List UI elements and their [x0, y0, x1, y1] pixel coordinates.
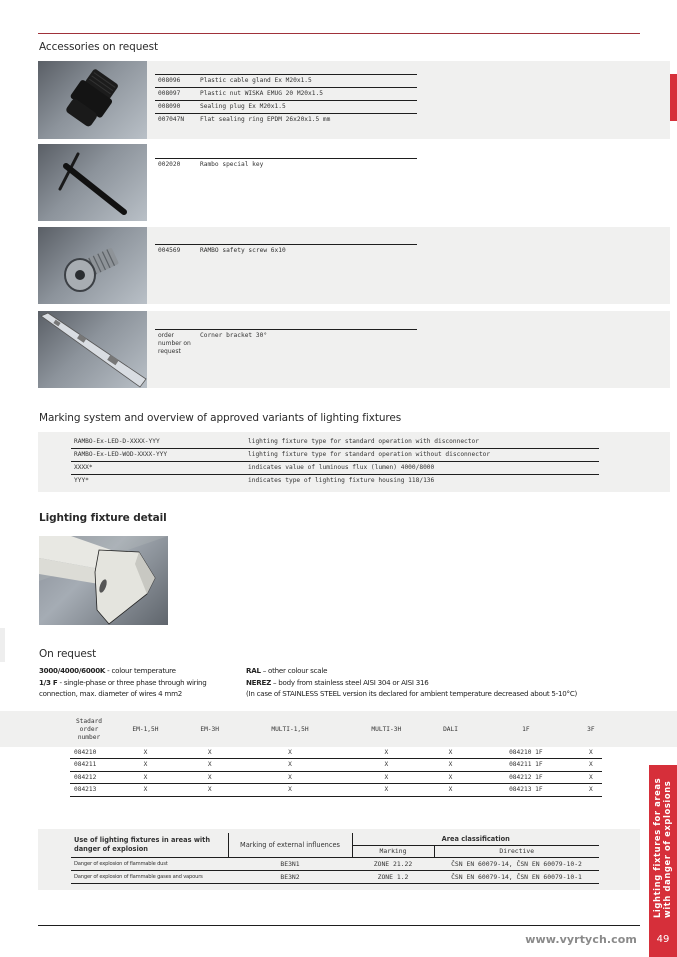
- area-classification-table: [71, 833, 599, 884]
- table-row: [71, 474, 599, 487]
- cell: X: [580, 771, 602, 784]
- accessory-group-special-key: [38, 144, 670, 221]
- on-request-title: On request: [39, 648, 97, 660]
- table-row: [155, 88, 417, 101]
- variant-code: RAMBO-Ex-LED-D-XXXX-YYY: [71, 435, 245, 448]
- cell: 084213: [70, 784, 108, 797]
- option-stainless-note: [246, 688, 646, 700]
- accessory-group-corner-bracket: [38, 311, 670, 388]
- order-code: 008090: [155, 101, 197, 114]
- cell-marking: ZONE 21.22: [352, 857, 434, 870]
- table-row: [71, 448, 599, 461]
- col-header-1f: 1F: [522, 725, 530, 733]
- cell: X: [183, 784, 237, 797]
- col-header-3f: 3F: [587, 725, 595, 733]
- variant-code: YYY*: [74, 477, 89, 485]
- option-text: – body from stainless steel AISI 304 or AISI 316: [271, 677, 429, 687]
- table-row: [71, 435, 599, 448]
- header-line: Stadard: [75, 717, 103, 725]
- area-classification-panel: [38, 829, 640, 890]
- table-row: [70, 784, 602, 797]
- variant-description: indicates value of luminous flux (lumen) 4000/8000: [245, 461, 599, 474]
- item-description: Plastic nut WISKA EMUG 20 M20x1.5: [197, 88, 417, 101]
- item-description: RAMBO safety screw 6x10: [197, 245, 417, 258]
- header-line: order: [79, 725, 99, 733]
- header-line: number: [77, 733, 101, 741]
- item-description: Rambo special key: [197, 159, 417, 172]
- col-header-em-3h: EM-3H: [200, 725, 219, 733]
- cell: 084210: [70, 746, 108, 759]
- cell: 084213 1F: [472, 784, 580, 797]
- item-description: Flat sealing ring EPDM 26x20x1.5 mm: [197, 114, 417, 127]
- safety-screw-photo: [38, 227, 147, 304]
- cell: X: [580, 759, 602, 772]
- chapter-title: [652, 738, 672, 918]
- cell: 084211: [70, 759, 108, 772]
- cell: X: [429, 784, 472, 797]
- cell: X: [108, 759, 183, 772]
- cell: X: [108, 784, 183, 797]
- order-code: 007047N: [155, 114, 197, 127]
- item-description: Plastic cable gland Ex M20x1.5: [197, 75, 417, 88]
- accessory-group-safety-screw: [38, 227, 670, 304]
- option-key: 1/3 F: [39, 677, 58, 687]
- option-text: connection, max. diameter of wires 4 mm2: [39, 689, 183, 698]
- variant-code: XXXX*: [71, 461, 245, 474]
- cell-external: BE3N2: [228, 870, 352, 883]
- cell: X: [236, 771, 343, 784]
- col-header-order-number: [70, 713, 108, 746]
- fixture-detail-title: Lighting fixture detail: [39, 512, 167, 524]
- page-number: 49: [656, 934, 670, 945]
- marking-system-panel: [38, 432, 670, 492]
- cell: X: [236, 759, 343, 772]
- order-code: 004569: [155, 245, 197, 258]
- col-header-multi-3h: MULTI-3H: [371, 725, 402, 733]
- cell: 084210 1F: [472, 746, 580, 759]
- option-key: 3000/4000/6000K: [39, 666, 106, 675]
- cell-directive: ČSN EN 60079-14, ČSN EN 60079-10-1: [434, 870, 599, 883]
- table-row: [155, 75, 417, 88]
- footer-rule: [38, 925, 640, 926]
- table-header-row: [70, 713, 602, 746]
- cell: X: [183, 746, 237, 759]
- col-header-multi-1-5h: MULTI-1,5H: [271, 725, 309, 733]
- cell-marking: ZONE 1.2: [352, 870, 434, 883]
- table-header-row: [71, 833, 599, 845]
- col-header-use: Use of lighting fixtures in areas with danger of explosion: [71, 833, 228, 857]
- cell: 084212 1F: [472, 771, 580, 784]
- order-code: 008096: [155, 75, 197, 88]
- table-row: [70, 771, 602, 784]
- variant-description: lighting fixture type for standard operation without disconnector: [245, 448, 599, 461]
- option-text: – other colour scale: [260, 666, 328, 675]
- cell-external: BE3N1: [228, 857, 352, 870]
- table-row: [71, 461, 599, 474]
- option-text: (In case of STAINLESS STEEL version its declared for ambient temperature decreased about 5-10°C): [246, 689, 578, 698]
- table-row: [70, 759, 602, 772]
- cell-use: Danger of explosion of flammable dust: [71, 857, 228, 870]
- website-link[interactable]: www.vyrtych.com: [525, 933, 637, 946]
- col-header-dali: DALI: [443, 725, 458, 733]
- accessory-table: [155, 244, 417, 258]
- cell: X: [580, 746, 602, 759]
- col-header-directive: Directive: [499, 847, 535, 855]
- variant-code: RAMBO-Ex-LED-WOD-XXXX-YYY: [71, 448, 245, 461]
- accessory-table: [155, 158, 417, 172]
- option-phase: [39, 677, 239, 689]
- cell: X: [183, 759, 237, 772]
- order-table: [70, 713, 602, 797]
- chapter-title-line: Lighting fixtures for areas: [652, 777, 662, 918]
- table-row: [155, 245, 417, 258]
- option-key: NEREZ: [246, 677, 271, 687]
- col-header-external-influences: Marking of external influences: [228, 833, 352, 857]
- corner-bracket-photo: [38, 311, 147, 388]
- item-description: Sealing plug Ex M20x1.5: [197, 101, 417, 114]
- cell: X: [429, 746, 472, 759]
- left-margin-tab: [0, 628, 5, 662]
- order-code: 008097: [155, 88, 197, 101]
- fixture-detail-photo: [39, 536, 168, 625]
- cell: X: [344, 746, 430, 759]
- cable-gland-photo: [38, 61, 147, 139]
- option-phase-cont: [39, 688, 239, 700]
- cell: X: [344, 784, 430, 797]
- cell: X: [236, 784, 343, 797]
- col-header-em-1-5h: EM-1,5H: [132, 725, 159, 733]
- accessory-table: [155, 74, 417, 127]
- cell: X: [108, 771, 183, 784]
- variant-description: indicates type of lighting fixture housing 118/136: [248, 477, 435, 485]
- cell: X: [429, 759, 472, 772]
- item-description: Corner bracket 30°: [197, 330, 417, 359]
- accessory-table: [155, 329, 417, 358]
- special-key-photo: [38, 144, 147, 221]
- chapter-title-line: with danger of explosions: [662, 780, 672, 918]
- option-ral: [246, 665, 646, 677]
- option-text: - colour temperature: [105, 666, 176, 675]
- option-text: - single-phase or three phase through wiring: [57, 677, 207, 687]
- option-colour-temperature: [39, 665, 239, 677]
- table-row: [155, 101, 417, 114]
- marking-system-title: Marking system and overview of approved variants of lighting fixtures: [39, 412, 402, 424]
- cell: 084212: [70, 771, 108, 784]
- table-row: [155, 114, 417, 127]
- order-code: 002020: [155, 159, 197, 172]
- on-request-left-column: [39, 665, 239, 700]
- cell: X: [236, 746, 343, 759]
- variant-description: lighting fixture type for standard operation with disconnector: [245, 435, 599, 448]
- top-rule: [38, 33, 640, 34]
- marking-system-table: [71, 435, 599, 487]
- table-row: [70, 746, 602, 759]
- cell: X: [183, 771, 237, 784]
- option-nerez: [246, 677, 646, 689]
- on-request-right-column: [246, 665, 646, 700]
- cell: X: [108, 746, 183, 759]
- option-key: RAL: [246, 666, 261, 675]
- table-row: [71, 870, 599, 883]
- table-row: [71, 857, 599, 870]
- cell-directive: ČSN EN 60079-14, ČSN EN 60079-10-2: [434, 857, 599, 870]
- col-header-marking: Marking: [352, 845, 434, 857]
- table-row: [155, 159, 417, 172]
- accessory-group-cable-gland: [38, 61, 670, 139]
- order-code: order number on request: [155, 330, 197, 359]
- cell: 084211 1F: [472, 759, 580, 772]
- cell: X: [344, 759, 430, 772]
- table-row: [155, 330, 417, 359]
- cell: X: [344, 771, 430, 784]
- cell-use: Danger of explosion of flammable gases and vapours: [71, 870, 228, 883]
- cell: X: [580, 784, 602, 797]
- cell: X: [429, 771, 472, 784]
- col-header-area-classification: Area classification: [352, 833, 599, 845]
- accessories-title: Accessories on request: [39, 41, 159, 53]
